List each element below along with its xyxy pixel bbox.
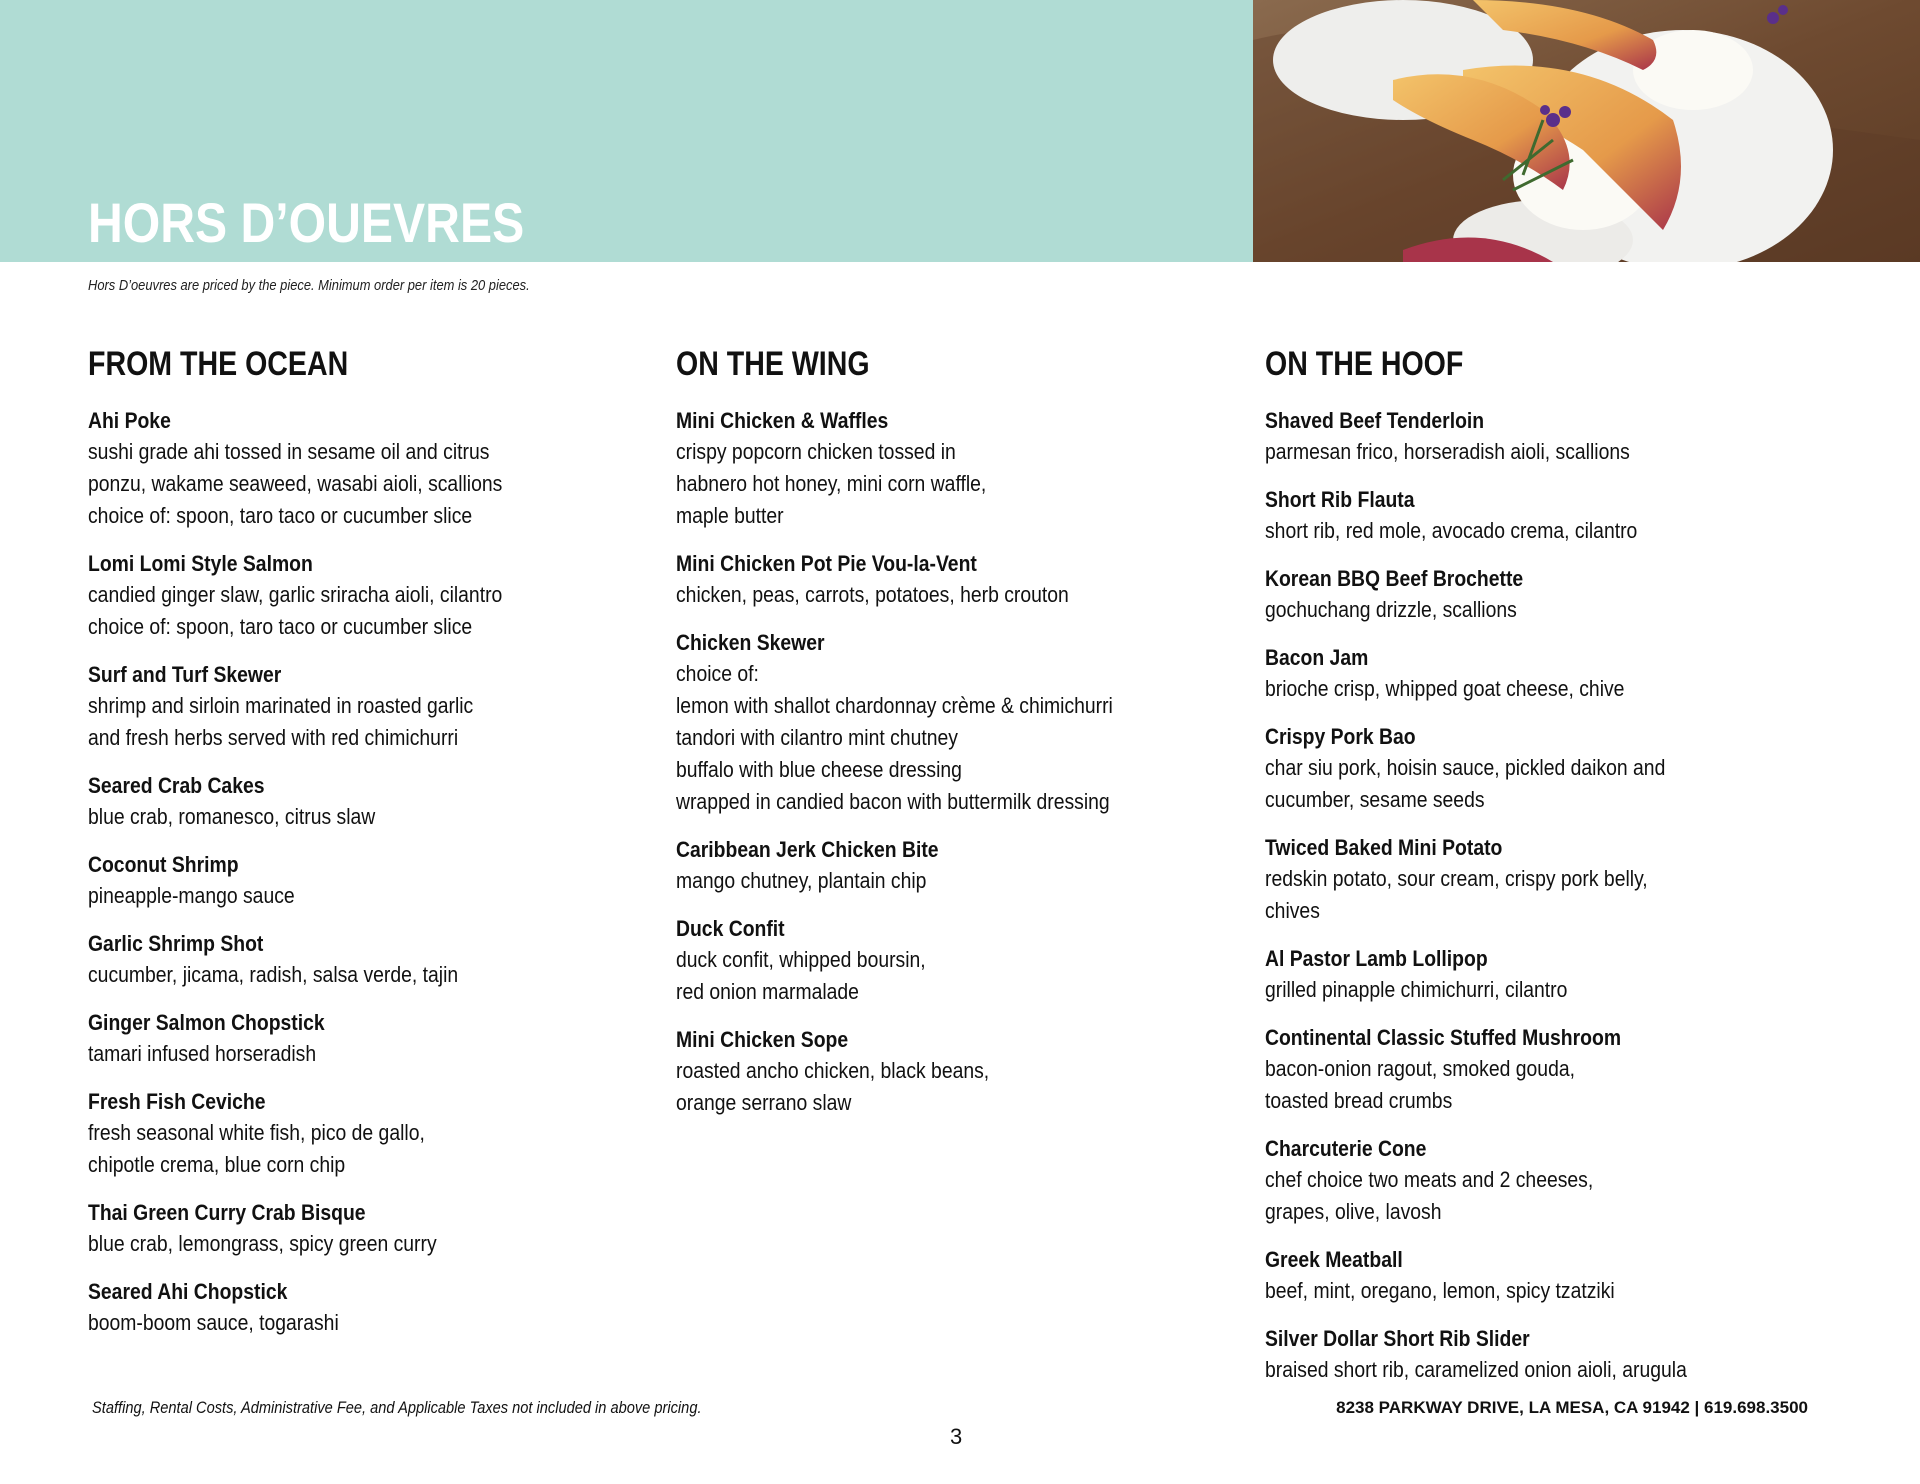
item-name: Silver Dollar Short Rib Slider — [1265, 1326, 1530, 1351]
item-name: Fresh Fish Ceviche — [88, 1089, 266, 1114]
item-desc-line: orange serrano slaw — [676, 1090, 852, 1115]
item-desc-line: pineapple-mango sauce — [88, 883, 295, 908]
item-name: Charcuterie Cone — [1265, 1136, 1427, 1161]
section-heading: FROM THE OCEAN — [88, 345, 349, 383]
menu-item — [88, 660, 648, 754]
item-desc-line: gochuchang drizzle, scallions — [1265, 597, 1517, 622]
item-desc-line: choice of: spoon, taro taco or cucumber slice — [88, 503, 473, 528]
item-desc-line: habnero hot honey, mini corn waffle, — [676, 471, 987, 496]
item-description — [88, 690, 581, 754]
menu-item — [676, 549, 1236, 611]
item-desc-line: roasted ancho chicken, black beans, — [676, 1058, 990, 1083]
item-desc-line: lemon with shallot chardonnay crème & chimichurri — [676, 693, 1113, 718]
item-name: Mini Chicken Sope — [676, 1027, 849, 1052]
item-desc-line: mango chutney, plantain chip — [676, 868, 927, 893]
item-description — [88, 1117, 581, 1181]
item-desc-line: shrimp and sirloin marinated in roasted garlic — [88, 693, 474, 718]
item-desc-line: bacon-onion ragout, smoked gouda, — [1265, 1056, 1575, 1081]
item-desc-line: maple butter — [676, 503, 784, 528]
menu-item — [1265, 833, 1825, 927]
item-description — [1265, 1053, 1758, 1117]
item-desc-line: fresh seasonal white fish, pico de gallo, — [88, 1120, 425, 1145]
item-desc-line: blue crab, romanesco, citrus slaw — [88, 804, 376, 829]
item-name: Ahi Poke — [88, 408, 171, 433]
item-description — [676, 436, 1169, 532]
item-name: Al Pastor Lamb Lollipop — [1265, 946, 1488, 971]
item-description — [1265, 1164, 1758, 1228]
item-desc-line: brioche crisp, whipped goat cheese, chive — [1265, 676, 1625, 701]
menu-item — [1265, 722, 1825, 816]
item-name: Mini Chicken & Waffles — [676, 408, 889, 433]
item-desc-line: short rib, red mole, avocado crema, cilantro — [1265, 518, 1638, 543]
item-description — [1265, 515, 1758, 547]
item-description — [676, 1055, 1169, 1119]
menu-item — [1265, 643, 1825, 705]
item-description — [676, 865, 1169, 897]
item-name: Ginger Salmon Chopstick — [88, 1010, 325, 1035]
item-desc-line: chef choice two meats and 2 cheeses, — [1265, 1167, 1594, 1192]
item-name: Seared Ahi Chopstick — [88, 1279, 288, 1304]
item-desc-line: chicken, peas, carrots, potatoes, herb crouton — [676, 582, 1069, 607]
item-desc-line: boom-boom sauce, togarashi — [88, 1310, 339, 1335]
item-desc-line: crispy popcorn chicken tossed in — [676, 439, 956, 464]
section-on-the-wing — [676, 344, 1236, 1136]
item-name: Continental Classic Stuffed Mushroom — [1265, 1025, 1622, 1050]
item-description — [88, 1038, 581, 1070]
item-desc-line: blue crab, lemongrass, spicy green curry — [88, 1231, 437, 1256]
item-description — [1265, 673, 1758, 705]
item-name: Korean BBQ Beef Brochette — [1265, 566, 1524, 591]
item-description — [88, 801, 581, 833]
item-description — [88, 880, 581, 912]
item-desc-line: choice of: — [676, 661, 759, 686]
peach-spoons-photo — [1253, 0, 1920, 262]
menu-item — [88, 771, 648, 833]
item-name: Surf and Turf Skewer — [88, 662, 282, 687]
item-description — [1265, 594, 1758, 626]
item-name: Lomi Lomi Style Salmon — [88, 551, 313, 576]
menu-item — [88, 929, 648, 991]
item-desc-line: char siu pork, hoisin sauce, pickled daikon and — [1265, 755, 1666, 780]
item-desc-line: beef, mint, oregano, lemon, spicy tzatziki — [1265, 1278, 1615, 1303]
item-description — [676, 579, 1169, 611]
item-name: Crispy Pork Bao — [1265, 724, 1416, 749]
menu-item — [88, 549, 648, 643]
pricing-note: Hors D’oeuvres are priced by the piece. Minimum order per item is 20 pieces. — [88, 277, 530, 294]
item-desc-line: cucumber, sesame seeds — [1265, 787, 1485, 812]
item-name: Bacon Jam — [1265, 645, 1369, 670]
item-name: Coconut Shrimp — [88, 852, 239, 877]
menu-item — [88, 1198, 648, 1260]
item-desc-line: candied ginger slaw, garlic sriracha aioli, cilantro — [88, 582, 503, 607]
item-description — [88, 1307, 581, 1339]
item-desc-line: duck confit, whipped boursin, — [676, 947, 926, 972]
item-desc-line: red onion marmalade — [676, 979, 859, 1004]
item-name: Shaved Beef Tenderloin — [1265, 408, 1485, 433]
menu-item — [676, 406, 1236, 532]
item-desc-line: toasted bread crumbs — [1265, 1088, 1453, 1113]
item-name: Mini Chicken Pot Pie Vou-la-Vent — [676, 551, 977, 576]
item-description — [88, 1228, 581, 1260]
item-description — [1265, 752, 1758, 816]
menu-item — [1265, 485, 1825, 547]
footer-address: 8238 PARKWAY DRIVE, LA MESA, CA 91942 | 619.698.3500 — [1336, 1398, 1808, 1417]
menu-item — [1265, 1023, 1825, 1117]
item-desc-line: ponzu, wakame seaweed, wasabi aioli, scallions — [88, 471, 503, 496]
item-name: Short Rib Flauta — [1265, 487, 1415, 512]
item-desc-line: and fresh herbs served with red chimichurri — [88, 725, 459, 750]
menu-item — [1265, 1245, 1825, 1307]
item-desc-line: cucumber, jicama, radish, salsa verde, tajin — [88, 962, 459, 987]
item-name: Twiced Baked Mini Potato — [1265, 835, 1503, 860]
item-description — [88, 436, 581, 532]
section-heading: ON THE WING — [676, 345, 870, 383]
item-desc-line: braised short rib, caramelized onion aioli, arugula — [1265, 1357, 1687, 1382]
section-from-the-ocean — [88, 344, 648, 1356]
item-desc-line: choice of: spoon, taro taco or cucumber slice — [88, 614, 473, 639]
item-description — [88, 579, 581, 643]
item-name: Caribbean Jerk Chicken Bite — [676, 837, 939, 862]
item-description — [676, 944, 1169, 1008]
item-name: Thai Green Curry Crab Bisque — [88, 1200, 366, 1225]
section-on-the-hoof — [1265, 344, 1825, 1403]
menu-item — [676, 628, 1236, 818]
menu-item — [676, 1025, 1236, 1119]
menu-item — [1265, 406, 1825, 468]
item-desc-line: tamari infused horseradish — [88, 1041, 317, 1066]
section-heading: ON THE HOOF — [1265, 345, 1464, 383]
item-desc-line: grilled pinapple chimichurri, cilantro — [1265, 977, 1568, 1002]
item-desc-line: parmesan frico, horseradish aioli, scallions — [1265, 439, 1630, 464]
menu-item — [88, 1008, 648, 1070]
item-name: Duck Confit — [676, 916, 785, 941]
menu-item — [1265, 1324, 1825, 1386]
item-description — [1265, 1275, 1758, 1307]
item-name: Seared Crab Cakes — [88, 773, 265, 798]
item-name: Chicken Skewer — [676, 630, 825, 655]
page-title: HORS D’OUEVRES — [88, 191, 525, 254]
item-desc-line: redskin potato, sour cream, crispy pork belly, — [1265, 866, 1648, 891]
item-description — [676, 658, 1169, 818]
item-description — [1265, 974, 1758, 1006]
item-desc-line: buffalo with blue cheese dressing — [676, 757, 962, 782]
item-desc-line: tandori with cilantro mint chutney — [676, 725, 958, 750]
footer-disclaimer: Staffing, Rental Costs, Administrative Fee, and Applicable Taxes not included in above pricing. — [92, 1398, 702, 1417]
menu-item — [1265, 944, 1825, 1006]
menu-item — [1265, 564, 1825, 626]
item-desc-line: chipotle crema, blue corn chip — [88, 1152, 346, 1177]
menu-item — [676, 914, 1236, 1008]
page-number: 3 — [950, 1424, 963, 1449]
item-desc-line: wrapped in candied bacon with buttermilk dressing — [676, 789, 1110, 814]
item-desc-line: chives — [1265, 898, 1320, 923]
menu-item — [88, 1087, 648, 1181]
menu-item — [88, 406, 648, 532]
menu-item — [676, 835, 1236, 897]
item-description — [1265, 436, 1758, 468]
menu-item — [1265, 1134, 1825, 1228]
item-description — [88, 959, 581, 991]
item-description — [1265, 1354, 1758, 1386]
item-description — [1265, 863, 1758, 927]
item-name: Greek Meatball — [1265, 1247, 1403, 1272]
item-desc-line: sushi grade ahi tossed in sesame oil and citrus — [88, 439, 490, 464]
item-desc-line: grapes, olive, lavosh — [1265, 1199, 1442, 1224]
menu-item — [88, 1277, 648, 1339]
item-name: Garlic Shrimp Shot — [88, 931, 264, 956]
menu-item — [88, 850, 648, 912]
